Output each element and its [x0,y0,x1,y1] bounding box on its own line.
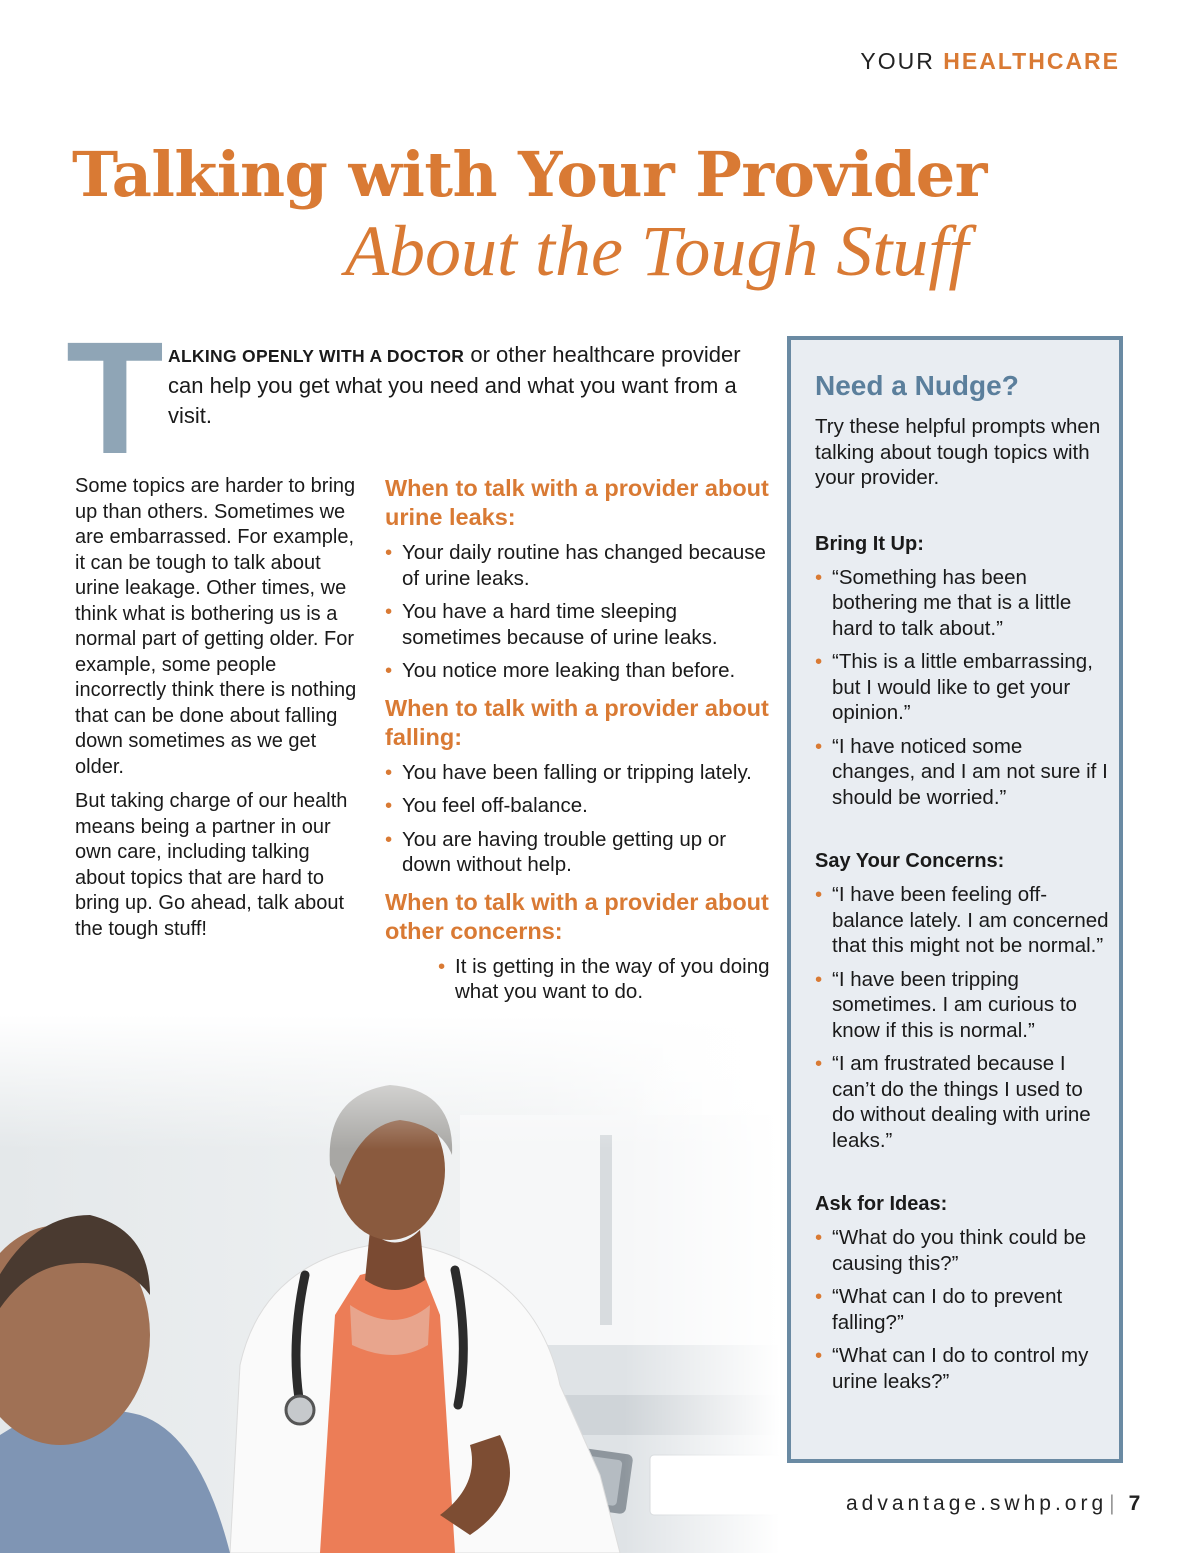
bullet-icon: • [385,794,393,817]
bullet-icon: • [385,659,393,682]
ask-for-ideas-list [815,1225,1111,1394]
bullet-icon: • [815,883,823,906]
list-item: • “What can I do to control my urine leaks?” [815,1344,1089,1393]
list-item: • “What do you think could be causing this?” [815,1226,1087,1275]
list-item: • You notice more leaking than before. [385,659,736,682]
list-item: • “I am frustrated because I can’t do the things I used to do without dealing with urine leaks.” [815,1052,1091,1152]
bullet-icon: • [815,967,823,991]
list-item: • Your daily routine has changed because of urine leaks. [385,541,766,590]
list-item: • You have a hard time sleeping sometimes because of urine leaks. [385,600,718,649]
section-label [860,48,1120,75]
bullet-icon: • [385,600,393,623]
bullet-icon: • [438,954,446,978]
body-paragraph: But taking charge of our health means being a partner in our own care, including talking about topics that are hard to bring up. Go ahead, talk about the tough stuff! [75,790,348,940]
page-footer [846,1492,1140,1516]
footer-divider: | [1109,1492,1119,1515]
urine-leaks-heading: When to talk with a provider about urine leaks: [385,475,769,530]
sidebar-subtitle: Try these helpful prompts when talking about tough topics with your provider. [815,415,1101,489]
bring-it-up-list [815,565,1111,811]
bring-it-up-heading: Bring It Up: [815,532,924,555]
bullet-icon: • [815,1344,823,1367]
list-item: • It is getting in the way of you doing what you want to do. [438,954,770,1003]
falling-list [385,760,780,878]
nudge-sidebar [787,336,1123,1463]
list-item: • “I have noticed some changes, and I am not sure if I should be worried.” [815,734,1108,809]
bullet-icon: • [815,1226,823,1249]
footer-url[interactable]: advantage.swhp.org [846,1492,1108,1515]
intro-rest: or other healthcare provider can help you get what you need and what you want from a visit. [168,342,741,428]
list-item: • You have been falling or tripping lately. [385,760,752,784]
body-paragraph: Some topics are harder to bring up than others. Sometimes we are embarrassed. For example, it can be tough to talk about urine leakage. Other times, we think what is bothering us is a normal part of getting older. For example, some people incorrectly think there is nothing that can be done about falling down sometimes as we get older. [75,475,357,778]
falling-heading: When to talk with a provider about falling: [385,694,769,750]
drop-cap: T [66,308,164,487]
intro-lead-caps: ALKING OPENLY WITH A DOCTOR [168,346,465,366]
other-concerns-heading: When to talk with a provider about other concerns: [385,888,769,944]
section-label-prefix: YOUR [860,48,935,74]
bullet-icon: • [385,760,393,784]
ask-for-ideas-heading: Ask for Ideas: [815,1193,948,1215]
page-title: Talking with Your Provider [72,138,987,211]
left-column [75,474,360,951]
list-item: • “I have been feeling off-balance lately. I am concerned that this might not be normal.” [815,883,1109,957]
intro-paragraph [168,340,768,431]
list-item: • You are having trouble getting up or down without help. [385,827,727,876]
section-label-accent: HEALTHCARE [943,48,1120,74]
page-number: 7 [1128,1492,1141,1515]
bullet-icon: • [385,541,393,564]
bullet-icon: • [815,1052,823,1075]
bullet-icon: • [815,734,823,758]
urine-leaks-list [385,540,780,684]
say-your-concerns-list [815,882,1111,1153]
bullet-icon: • [815,650,823,673]
bullet-icon: • [815,565,823,589]
list-item: • “This is a little embarrassing, but I would like to get your opinion.” [815,650,1093,724]
bullet-icon: • [815,1285,823,1308]
sidebar-title: Need a Nudge? [815,370,1019,401]
page-subtitle: About the Tough Stuff [345,211,969,291]
list-item: • “Something has been bothering me that is a little hard to talk about.” [815,565,1072,640]
middle-column [385,474,780,1107]
list-item: • “What can I do to prevent falling?” [815,1285,1063,1334]
list-item: • You feel off-balance. [385,794,588,817]
say-your-concerns-heading: Say Your Concerns: [815,850,1005,872]
list-item: • “I have been tripping sometimes. I am curious to know if this is normal.” [815,967,1077,1042]
doctor-patient-photo [0,1015,780,1553]
bullet-icon: • [385,827,393,851]
